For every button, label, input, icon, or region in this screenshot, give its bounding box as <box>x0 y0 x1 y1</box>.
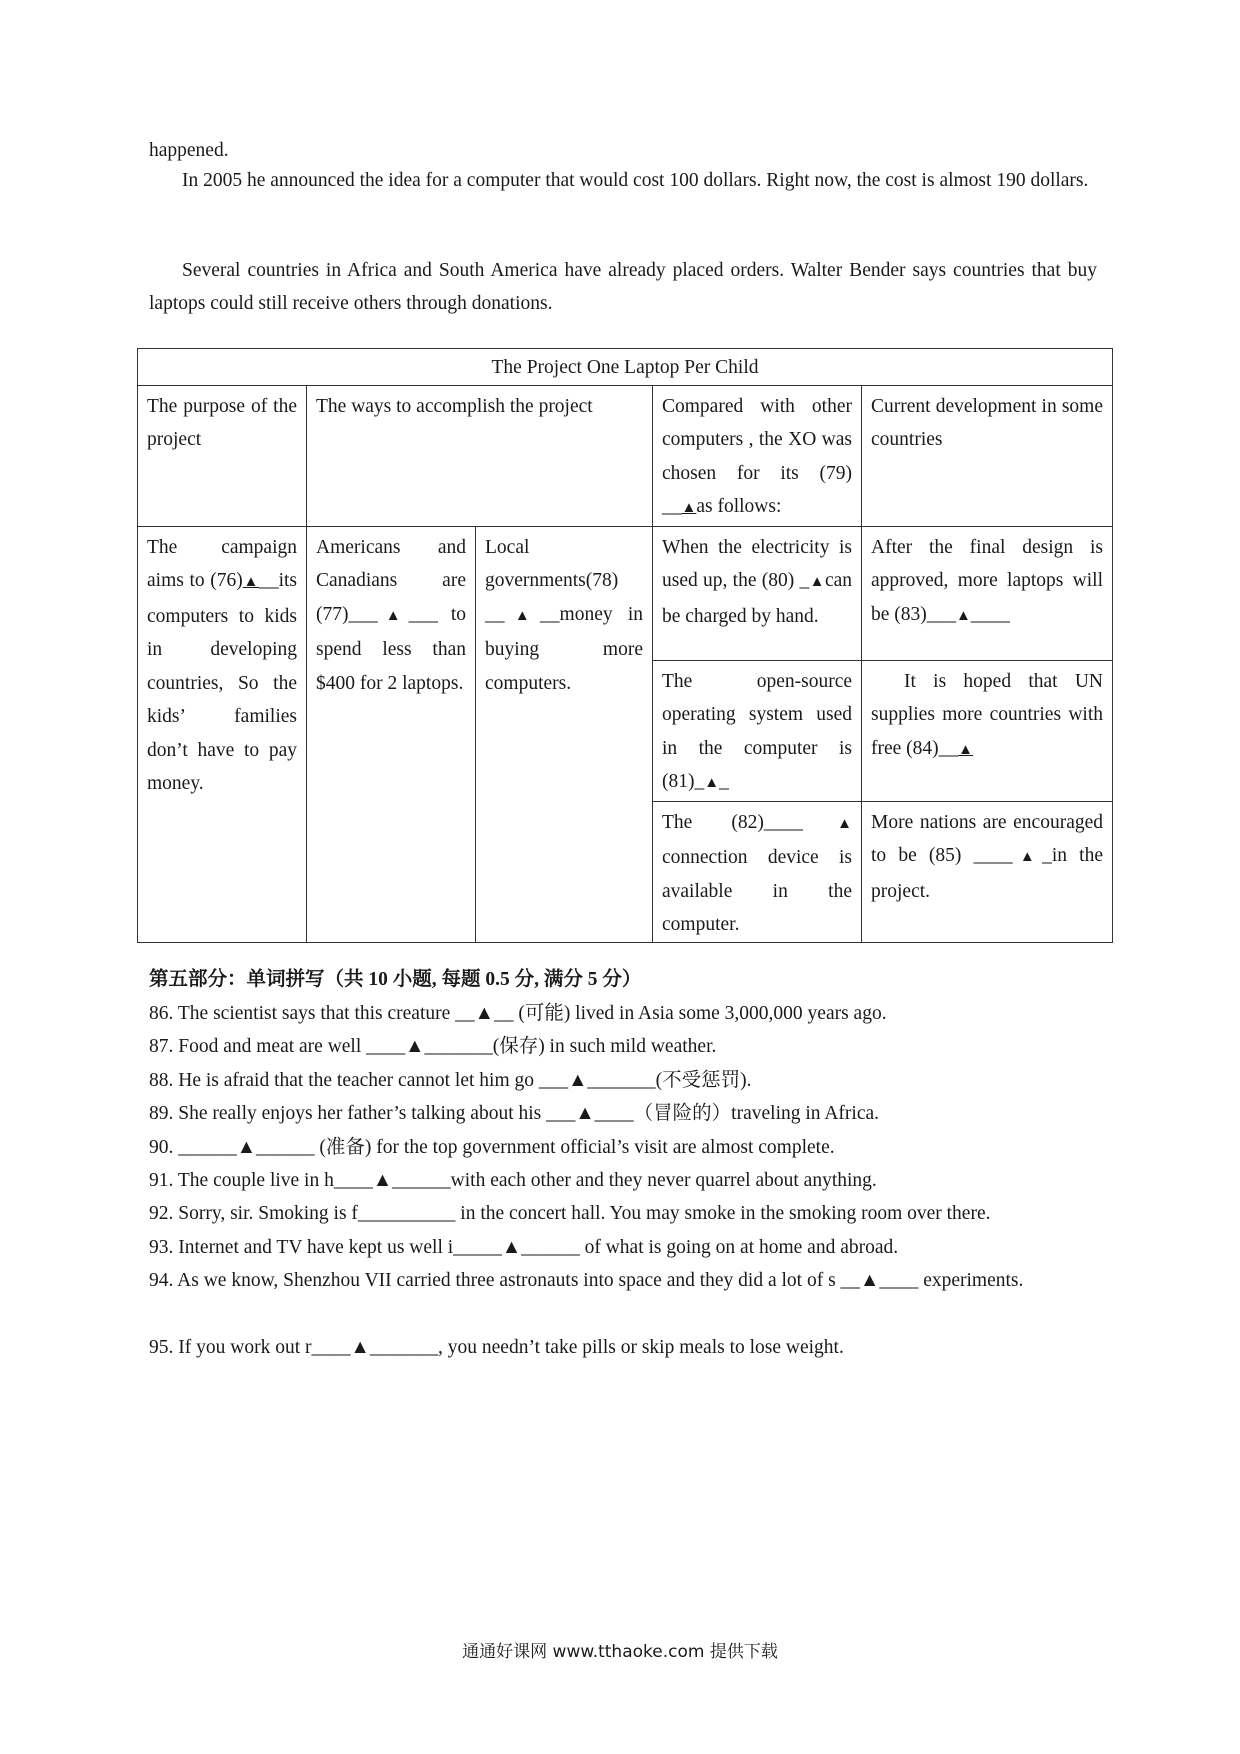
cell-un: It is hoped that UN supplies more countries with free (84)__▲ <box>862 660 1113 801</box>
blank-82-marker[interactable]: ▲ <box>802 815 852 832</box>
cell-americans: Americans and Canadians are (77)___▲___ to spend less than $400 for 2 laptops. <box>307 526 476 942</box>
question-87: 87. Food and meat are well ____▲_______(保存) in such mild weather. <box>149 1036 717 1057</box>
cell-open-source: The open-source operating system used in the computer is (81)_▲_ <box>653 660 862 801</box>
question-92: 92. Sorry, sir. Smoking is f__________ in the concert hall. You may smoke in the smoking room over there. <box>149 1203 991 1224</box>
blank-83-marker[interactable]: ▲ <box>956 607 971 624</box>
question-90: 90. ______▲______ (准备) for the top government official’s visit are almost complete. <box>149 1137 835 1158</box>
section-5-heading: 第五部分：单词拼写（共 10 小题, 每题 0.5 分, 满分 5 分） <box>149 969 642 990</box>
question-95: 95. If you work out r____▲_______, you needn’t take pills or skip meals to lose weight. <box>149 1337 844 1358</box>
question-94: 94. As we know, Shenzhou VII carried three astronauts into space and they did a lot of s __▲____ experiments. <box>149 1270 1024 1291</box>
passage-paragraph-2005: In 2005 he announced the idea for a computer that would cost 100 dollars. Right now, the cost is almost 190 dollars. <box>182 170 1089 191</box>
header-purpose: The purpose of the project <box>138 385 307 526</box>
cell-final-design: After the final design is approved, more laptops will be (83)___▲____ <box>862 526 1113 660</box>
cell-local-governments: Local governments(78) __▲__money in buying more computers. <box>476 526 653 942</box>
blank-81-marker[interactable]: ▲ <box>704 775 720 791</box>
header-current: Current development in some countries <box>862 385 1113 526</box>
header-ways: The ways to accomplish the project <box>307 385 653 526</box>
question-88: 88. He is afraid that the teacher cannot let him go ___▲_______(不受惩罚). <box>149 1070 752 1091</box>
blank-76-marker[interactable]: ▲ <box>242 574 260 590</box>
blank-84-marker[interactable]: ▲ <box>958 741 974 758</box>
page-footer: 通通好课网 www.tthaoke.com 提供下载 <box>462 1642 778 1662</box>
blank-80-marker[interactable]: ▲ <box>809 574 825 590</box>
question-86: 86. The scientist says that this creature __▲__ (可能) lived in Asia some 3,000,000 years ago. <box>149 1003 887 1024</box>
blank-85-marker[interactable]: ▲ <box>1012 849 1043 865</box>
blank-79-marker[interactable]: ▲ <box>681 500 697 516</box>
cell-nations: More nations are encouraged to be (85) ____▲_in the project. <box>862 801 1113 942</box>
cell-electricity: When the electricity is used up, the (80) _▲can be charged by hand. <box>653 526 862 660</box>
header-compared: Compared with other computers , the XO was chosen for its (79) __▲as follows: <box>653 385 862 526</box>
table-title: The Project One Laptop Per Child <box>138 349 1113 386</box>
passage-line-happened: happened. <box>149 140 229 161</box>
passage-paragraph-several: Several countries in Africa and South America have already placed orders. Walter Bender says countries that buy laptops could still receive others through donations. <box>149 260 1097 314</box>
blank-77-marker[interactable]: ▲ <box>377 607 409 624</box>
cell-purpose: The campaign aims to (76)▲__its computers to kids in developing countries, So the kids’ families don’t have to pay money. <box>138 526 307 942</box>
cell-connection: The (82)____▲ connection device is available in the computer. <box>653 801 862 942</box>
question-93: 93. Internet and TV have kept us well i_____▲______ of what is going on at home and abroad. <box>149 1237 899 1258</box>
blank-78-marker[interactable]: ▲ <box>504 607 541 624</box>
project-table <box>137 348 1113 943</box>
question-91: 91. The couple live in h____▲______with each other and they never quarrel about anything. <box>149 1170 877 1191</box>
question-89: 89. She really enjoys her father’s talking about his ___▲____（冒险的）traveling in Africa. <box>149 1103 880 1124</box>
